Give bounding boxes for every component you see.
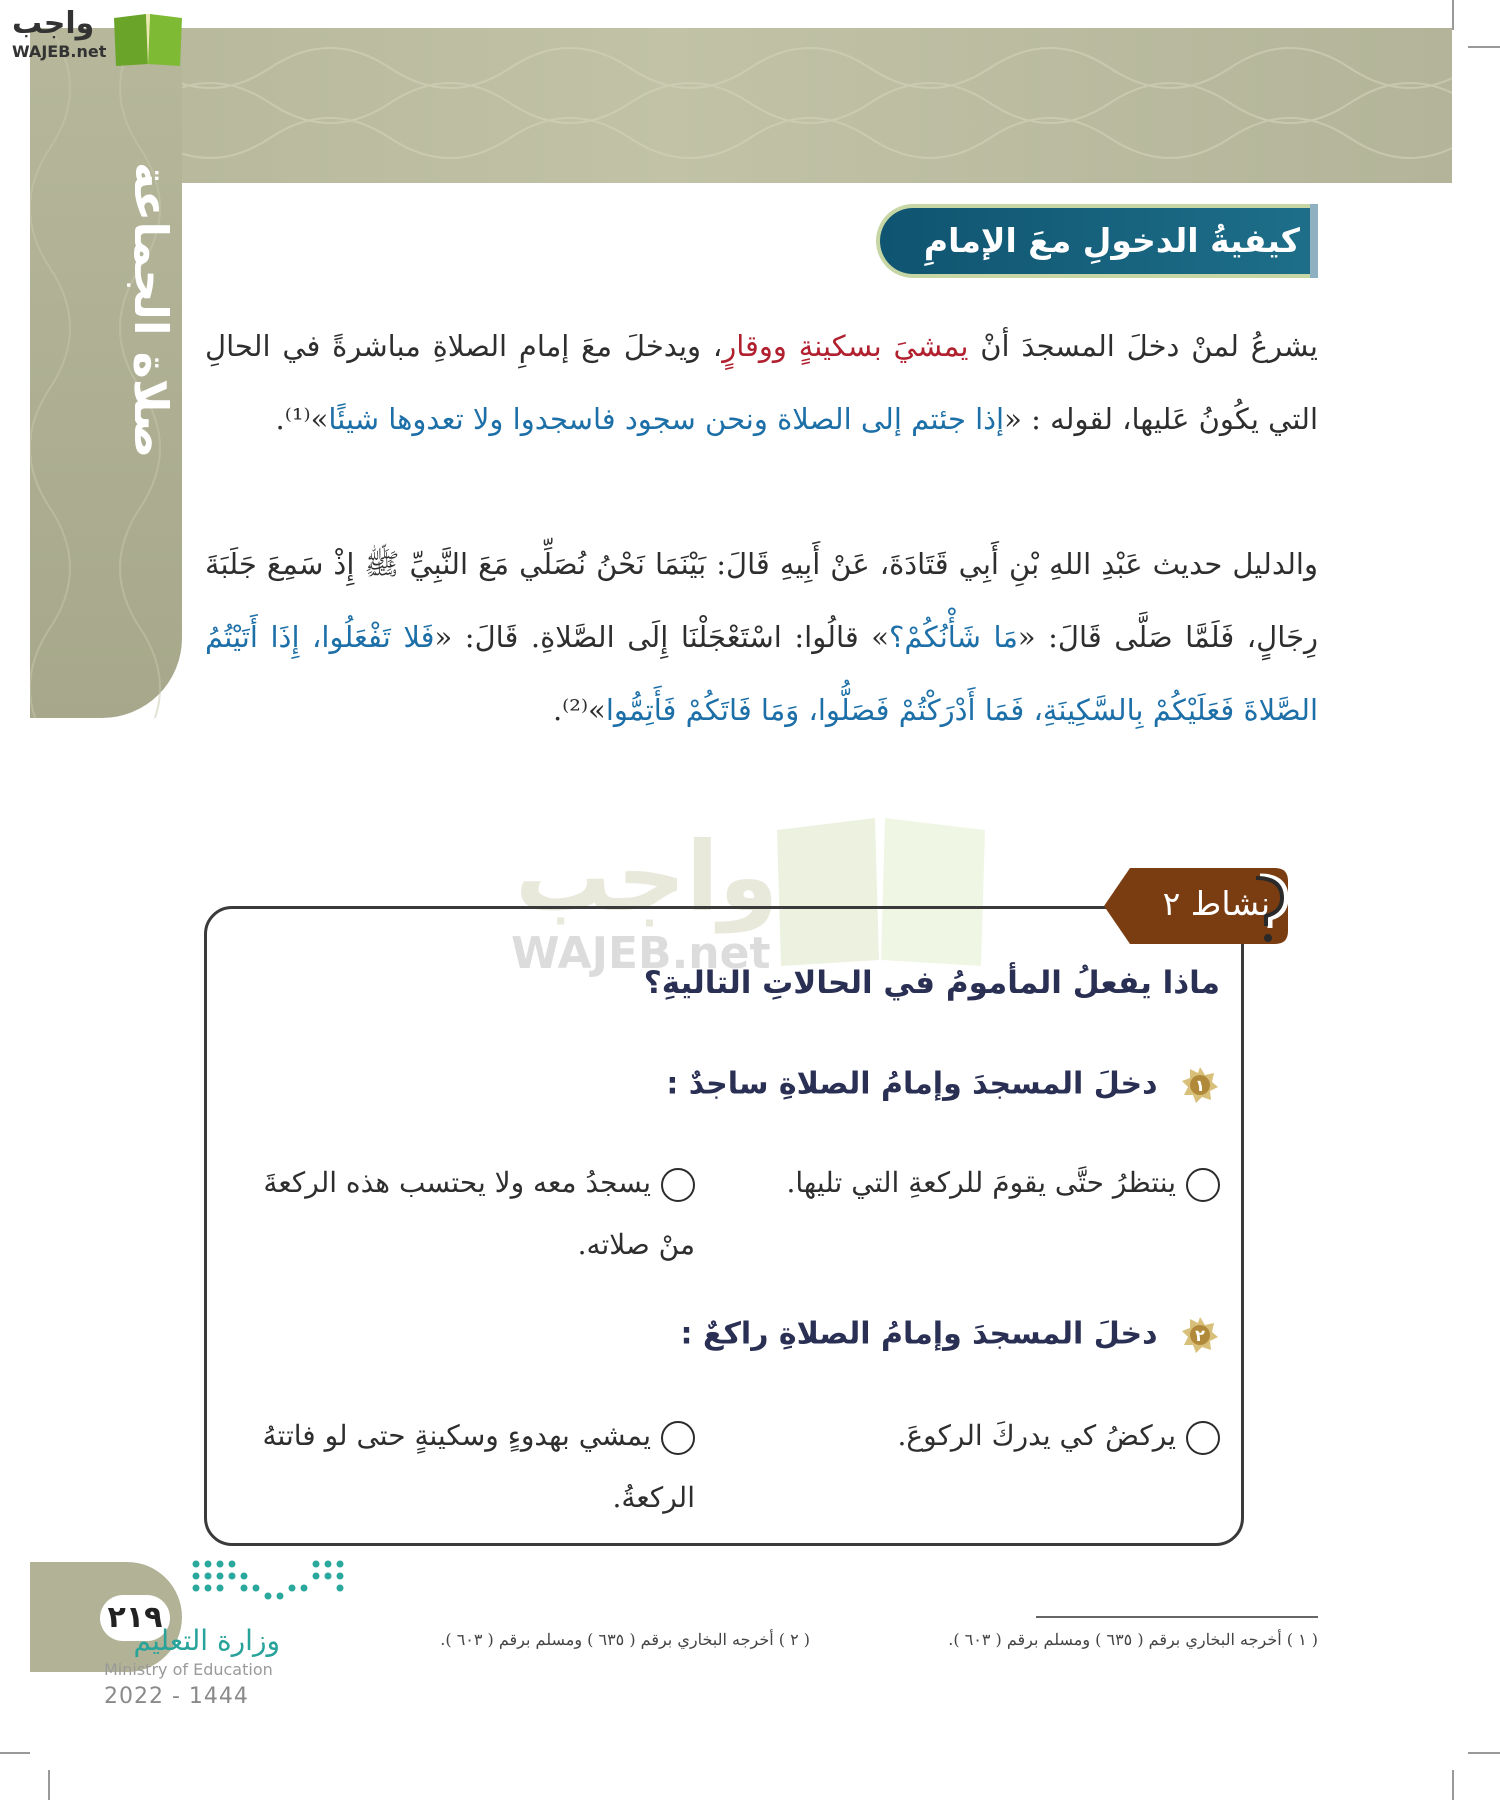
section-title: كيفيةُ الدخولِ معَ الإمامِ — [923, 221, 1300, 260]
crop-mark — [1468, 1752, 1500, 1754]
top-decorative-band — [30, 28, 1452, 183]
paragraph-2-text: والدليل حديث عَبْدِ اللهِ بْنِ أَبِي قَتَادَةَ، عَنْ أَبِيهِ قَالَ: بَيْنَمَا نَحْنُ نُصَلِّي مَعَ النَّبِيِّ ﷺ إِذْ سَمِعَ جَلَبَةَ رِجَالٍ، فَلَمَّا صَلَّى قَالَ: « — [205, 547, 1318, 654]
case-2-text: دخلَ المسجدَ وإمامُ الصلاةِ راكعٌ : — [680, 1316, 1158, 1352]
paragraph-2 — [205, 528, 1318, 747]
paragraph-1-text: يشرعُ لمنْ دخلَ المسجدَ أنْ — [968, 329, 1318, 363]
activity-question: ماذا يفعلُ المأمومُ في الحالاتِ التاليةِ؟ — [643, 965, 1220, 1001]
footnote-1: ( ١ ) أخرجه البخاري برقم ( ٦٣٥ ) ومسلم برقم ( ٦٠٣ ). — [948, 1630, 1318, 1649]
crop-mark — [1452, 1770, 1454, 1800]
ministry-name-en: Ministry of Education — [104, 1660, 273, 1679]
case-2 — [560, 1315, 1220, 1355]
crop-mark — [48, 1770, 50, 1800]
option-2-1[interactable] — [690, 1405, 1220, 1467]
case-1-text: دخلَ المسجدَ وإمامُ الصلاةِ ساجدٌ : — [666, 1066, 1158, 1102]
case-number: ٢ — [1195, 1326, 1205, 1345]
case-number-badge — [1180, 1065, 1220, 1105]
paragraph-1-text-2: ، ويدخلَ معَ إمامِ الصلاةِ مباشرةً في الحالِ التي يكُونُ عَليها، لقوله : « — [205, 329, 1318, 436]
watermark-ar: واجب — [515, 821, 779, 933]
paragraph-2-text-2: » قالُوا: اسْتَعْجَلْنَا إِلَى الصَّلاةِ. قَالَ: « — [434, 620, 890, 654]
paragraph-1 — [205, 310, 1318, 456]
option-text: يركضُ كي يدركَ الركوعَ. — [897, 1419, 1176, 1452]
activity-label: نشاط ٢ — [1162, 884, 1270, 923]
page-number: ٢١٩ — [100, 1595, 170, 1641]
case-number-badge — [1180, 1315, 1220, 1355]
option-text: ينتظرُ حتَّى يقومَ للركعةِ التي تليها. — [786, 1166, 1176, 1199]
ministry-logo-dots — [186, 1556, 356, 1606]
option-1-2[interactable] — [255, 1152, 695, 1276]
hadith-quote-1: إذا جئتم إلى الصلاة ونحن سجود فاسجدوا ولا تعدوها شيئًا — [328, 402, 1005, 436]
footnote-2: ( ٢ ) أخرجه البخاري برقم ( ٦٣٥ ) ومسلم برقم ( ٦٠٣ ). — [440, 1630, 810, 1649]
option-text: يمشي بهدوءٍ وسكينةٍ حتى لو فاتتهُ الركعةُ. — [262, 1419, 695, 1514]
case-1 — [560, 1065, 1220, 1105]
radio-circle[interactable] — [1186, 1168, 1220, 1202]
footnote-divider — [1036, 1616, 1318, 1618]
crop-mark — [0, 1752, 30, 1754]
option-2-2[interactable] — [240, 1405, 695, 1529]
option-text: يسجدُ معه ولا يحتسب هذه الركعةَ منْ صلاته. — [263, 1166, 695, 1261]
logo-subtext: WAJEB.net — [12, 42, 107, 61]
paragraph-1-end: »⁽¹⁾. — [275, 402, 329, 436]
radio-circle[interactable] — [661, 1421, 695, 1455]
watermark-en: WAJEB.net — [511, 928, 771, 979]
radio-circle[interactable] — [1186, 1421, 1220, 1455]
ministry-name-ar: وزارة التعليم — [133, 1624, 280, 1657]
crop-mark — [1452, 0, 1454, 30]
logo-text: واجب — [12, 6, 95, 41]
edition-year: 2022 - 1444 — [104, 1684, 249, 1709]
option-1-1[interactable] — [690, 1152, 1220, 1214]
title-banner-accent — [1310, 204, 1318, 278]
radio-circle[interactable] — [661, 1168, 695, 1202]
case-number: ١ — [1195, 1076, 1205, 1095]
chapter-title: صلاة الجماعة — [124, 161, 178, 459]
islamic-pattern — [30, 28, 1452, 183]
hadith-quote-3: فَلا تَفْعَلُوا، إِذَا أَتَيْتُمُ الصَّلاةَ فَعَلَيْكُمْ بِالسَّكِينَةِ، فَمَا أَدْرَكْتُمْ فَصَلُّوا، وَمَا فَاتَكُمْ فَأَتِمُّوا — [205, 620, 1318, 727]
hadith-quote-2: مَا شَأْنُكُمْ؟ — [889, 620, 1018, 654]
paragraph-2-end: »⁽²⁾. — [552, 693, 606, 727]
crop-mark — [1468, 46, 1500, 48]
paragraph-1-highlight: يمشيَ بسكينةٍ ووقارٍ — [722, 329, 969, 363]
